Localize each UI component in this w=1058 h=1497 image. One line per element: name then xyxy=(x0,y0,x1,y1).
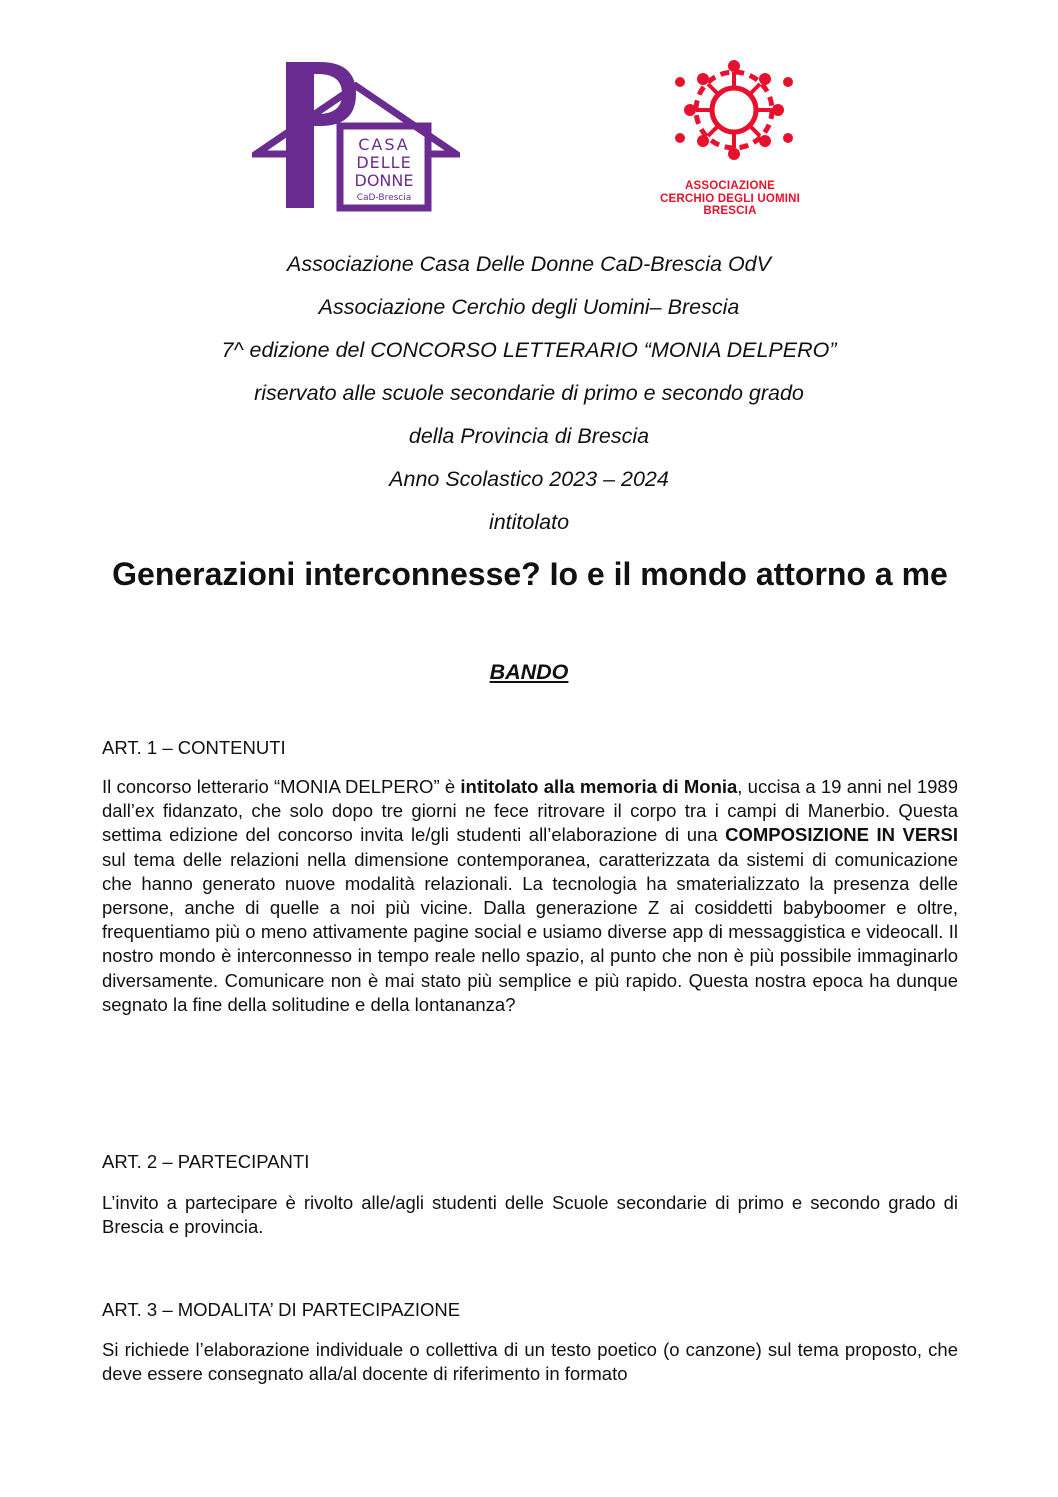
casa-line-3: DONNE xyxy=(354,171,414,190)
header-line: della Provincia di Brescia xyxy=(408,424,650,448)
article-2-body: L’invito a partecipare è rivolto alle/agli studenti delle Scuole secondarie di primo e secondo grado di Brescia e provincia. xyxy=(102,1192,958,1238)
cerchio-line-1: ASSOCIAZIONE xyxy=(685,180,775,192)
article-1-text: Il concorso letterario “MONIA DELPERO” è xyxy=(102,776,461,797)
header-line: Associazione Cerchio degli Uomini– Brescia xyxy=(318,295,740,319)
header-line: Anno Scolastico 2023 – 2024 xyxy=(389,467,669,491)
article-3-body: Si richiede l’elaborazione individuale o collettiva di un testo poetico (o canzone) sul tema proposto, che deve essere consegnato alla/al docente di riferimento in formato xyxy=(102,1339,958,1385)
document-subtitle: BANDO xyxy=(489,660,569,684)
cerchio-line-3: BRESCIA xyxy=(703,205,757,217)
casa-line-1: CASA xyxy=(358,135,410,154)
header-line: intitolato xyxy=(488,510,570,534)
casa-delle-donne-logo xyxy=(252,56,460,212)
header-line: riservato alle scuole secondarie di primo e secondo grado xyxy=(254,381,804,405)
article-3-heading: ART. 3 – MODALITA’ DI PARTECIPAZIONE xyxy=(102,1299,461,1320)
logo-area xyxy=(0,0,1058,225)
header-line: 7^ edizione del CONCORSO LETTERARIO “MONIA DELPERO” xyxy=(221,338,837,362)
header-line: Associazione Casa Delle Donne CaD-Brescia OdV xyxy=(287,252,771,276)
document-header xyxy=(0,243,1058,544)
article-1-text: , uccisa a 19 anni nel 1989 dall’ex fidanzato, che solo dopo tre giorni ne fece ritrovare il corpo tra i campi di Manerbio. Questa settima edizione del concorso invita le/gli studenti all’elaborazione di una xyxy=(102,776,958,846)
article-2-heading: ART. 2 – PARTECIPANTI xyxy=(102,1151,310,1172)
casa-line-2: DELLE xyxy=(356,153,412,172)
article-1-heading: ART. 1 – CONTENUTI xyxy=(102,737,286,758)
article-1-bold-text: intitolato alla memoria di Monia xyxy=(460,776,738,797)
article-1-text: sul tema delle relazioni nella dimensione contemporanea, caratterizzata da sistemi di comunicazione che hanno generato nuove modalità relazionali. La tecnologia ha smaterializzato la presenza delle persone, anche di quelle a noi più vicine. Dalla generazione Z ai cosiddetti babyboomer e oltre, frequentiamo più o meno attivamente pagine social e usiamo diverse app di messaggistica e videocall. Il nostro mondo è interconnesso in tempo reale nello spazio, al punto che non è più possibile immaginarlo diversamente. Comunicare non è mai stato più semplice e più rapido. Questa nostra epoca ha dunque segnato la fine della solitudine e della lontananza? xyxy=(102,848,958,1015)
article-1-body xyxy=(102,775,958,1017)
cerchio-logo-text xyxy=(630,180,830,218)
document-title: Generazioni interconnesse? Io e il mondo attorno a me xyxy=(112,556,948,592)
cerchio-line-2: CERCHIO DEGLI UOMINI xyxy=(659,192,801,205)
casa-line-4: CaD-Brescia xyxy=(356,193,412,203)
article-1-bold-text: COMPOSIZIONE IN VERSI xyxy=(725,824,958,846)
